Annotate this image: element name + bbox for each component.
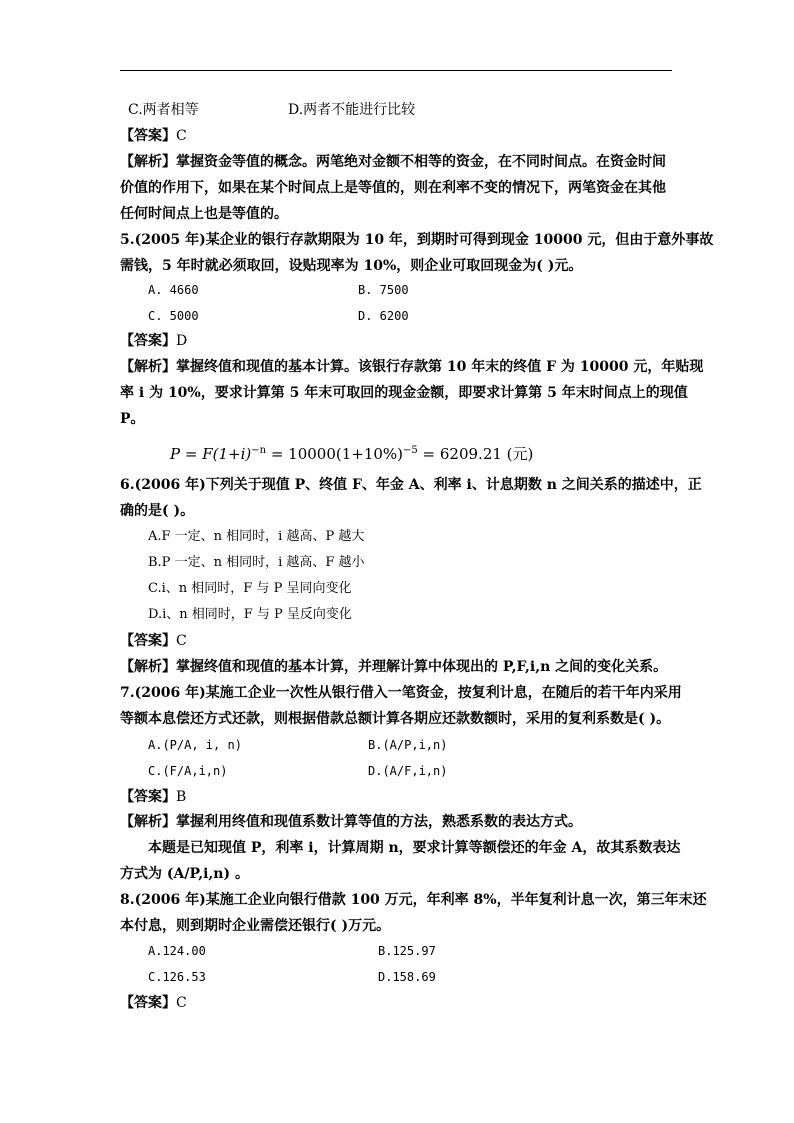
q5-answer bbox=[120, 331, 187, 351]
q8-stem-line-1: 8.(2006 年)某施工企业向银行借款 100 万元，年利率 8%，半年复利计息一次，第三年末还 bbox=[120, 892, 707, 908]
formula-result: = 6209.21 (元) bbox=[417, 445, 534, 463]
answer-value: D bbox=[176, 333, 188, 349]
header-rule bbox=[120, 70, 672, 71]
q8-answer bbox=[120, 993, 187, 1013]
q7-option-d: D.(A/F,i,n) bbox=[368, 764, 448, 778]
q6-option-a: A.F 一定、n 相同时，i 越高、P 越大 bbox=[148, 529, 365, 544]
q5-stem-line-1: 5.(2005 年)某企业的银行存款期限为 10 年，到期时可得到现金 10000 元，但由于意外事故 bbox=[120, 232, 714, 248]
answer-label: 【答案】 bbox=[120, 633, 176, 649]
analysis-label: 【解析】 bbox=[120, 359, 176, 375]
answer-label: 【答案】 bbox=[120, 995, 176, 1011]
q8-option-c: C.126.53 bbox=[148, 970, 206, 984]
formula-exponent-5: −5 bbox=[403, 445, 418, 456]
q5-option-d: D. 6200 bbox=[358, 309, 409, 323]
q6-answer bbox=[120, 631, 187, 651]
q8-option-b: B.125.97 bbox=[378, 944, 436, 958]
q4-analysis-line-3: 任何时间点上也是等值的。 bbox=[120, 206, 288, 222]
analysis-label: 【解析】 bbox=[120, 814, 176, 830]
q8-option-d: D.158.69 bbox=[378, 970, 436, 984]
q7-option-c: C.(F/A,i,n) bbox=[148, 764, 228, 778]
q6-analysis-line-1 bbox=[120, 657, 667, 677]
q7-analysis-line-1 bbox=[120, 812, 582, 832]
analysis-label: 【解析】 bbox=[120, 659, 176, 675]
q4-analysis-line-2: 价值的作用下，如果在某个时间点上是等值的，则在利率不变的情况下，两笔资金在其他 bbox=[120, 180, 666, 196]
formula-middle: = 10000(1+10%) bbox=[266, 445, 404, 463]
q6-option-c: C.i、n 相同时，F 与 P 呈同向变化 bbox=[148, 581, 352, 596]
q6-stem-line-2: 确的是( )。 bbox=[120, 503, 195, 519]
q8-stem-line-2: 本付息，则到期时企业需偿还银行( )万元。 bbox=[120, 918, 391, 934]
analysis-text: 掌握利用终值和现值系数计算等值的方法，熟悉系数的表达方式。 bbox=[176, 814, 582, 830]
q7-answer bbox=[120, 787, 186, 807]
q6-stem-line-1: 6.(2006 年)下列关于现值 P、终值 F、年金 A、利率 i、计息期数 n 之间关系的描述中，正 bbox=[120, 477, 702, 493]
formula-lhs: P = F(1+i) bbox=[170, 445, 252, 463]
formula-exponent-n: −n bbox=[251, 445, 267, 456]
answer-value: B bbox=[176, 789, 187, 805]
q4-option-c: C.两者相等 bbox=[128, 102, 199, 118]
q7-stem-line-2: 等额本息偿还方式还款，则根据借款总额计算各期应还款数额时，采用的复利系数是( )。 bbox=[120, 711, 671, 727]
q7-analysis-line-2: 本题是已知现值 P，利率 i，计算周期 n，要求计算等额偿还的年金 A，故其系数表达 bbox=[148, 840, 681, 856]
q5-analysis-line-1 bbox=[120, 357, 703, 377]
q5-option-b: B. 7500 bbox=[358, 283, 409, 297]
answer-label: 【答案】 bbox=[120, 789, 176, 805]
analysis-text: 掌握资金等值的概念。两笔绝对金额不相等的资金，在不同时间点。在资金时间 bbox=[176, 154, 666, 170]
q5-option-a: A. 4660 bbox=[148, 283, 199, 297]
q7-analysis-line-3: 方式为 (A/P,i,n) 。 bbox=[120, 866, 249, 882]
answer-value: C bbox=[176, 995, 187, 1011]
analysis-text: 掌握终值和现值的基本计算。该银行存款第 10 年末的终值 F 为 10000 元，年贴现 bbox=[176, 359, 704, 375]
q4-analysis-line-1 bbox=[120, 152, 666, 172]
analysis-label: 【解析】 bbox=[120, 154, 176, 170]
q7-option-b: B.(A/P,i,n) bbox=[368, 738, 448, 752]
q5-stem-line-2: 需钱，5 年时就必须取回，设贴现率为 10%，则企业可取回现金为( )元。 bbox=[120, 258, 583, 274]
q4-option-d: D.两者不能进行比较 bbox=[288, 102, 416, 118]
q8-option-a: A.124.00 bbox=[148, 944, 206, 958]
answer-value: C bbox=[176, 128, 187, 144]
q5-analysis-line-2: 率 i 为 10%，要求计算第 5 年末可取回的现金金额，即要求计算第 5 年末时间点上的现值 bbox=[120, 385, 688, 401]
q4-answer bbox=[120, 126, 187, 146]
answer-label: 【答案】 bbox=[120, 333, 176, 349]
q6-option-b: B.P 一定、n 相同时，i 越高、F 越小 bbox=[148, 555, 365, 570]
q7-option-a: A.(P/A, i, n) bbox=[148, 738, 242, 752]
q7-stem-line-1: 7.(2006 年)某施工企业一次性从银行借入一笔资金，按复利计息，在随后的若干年内采用 bbox=[120, 685, 682, 701]
q6-option-d: D.i、n 相同时，F 与 P 呈反向变化 bbox=[148, 607, 352, 622]
q5-formula bbox=[170, 440, 533, 465]
answer-value: C bbox=[176, 633, 187, 649]
q5-analysis-line-3: P。 bbox=[120, 411, 145, 427]
q5-option-c: C. 5000 bbox=[148, 309, 199, 323]
answer-label: 【答案】 bbox=[120, 128, 176, 144]
analysis-text: 掌握终值和现值的基本计算，并理解计算中体现出的 P,F,i,n 之间的变化关系。 bbox=[176, 659, 668, 675]
